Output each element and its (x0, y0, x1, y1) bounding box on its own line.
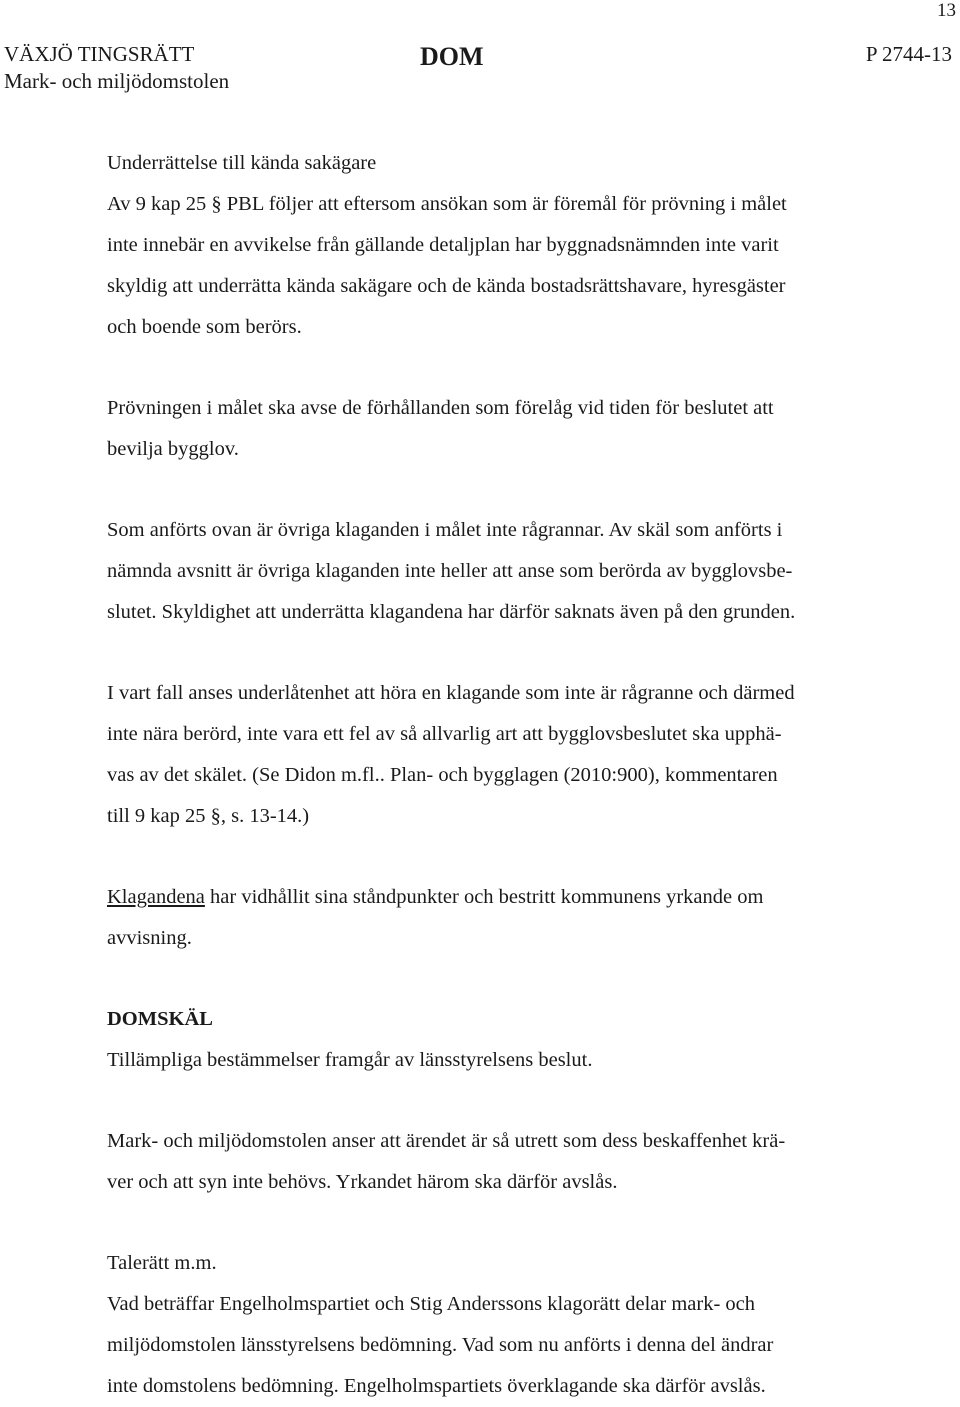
paragraph-appellants-position (107, 877, 897, 959)
text-line: ver och att syn inte behövs. Yrkandet härom ska därför avslås. (107, 1171, 618, 1193)
text-line: inte domstolens bedömning. Engelholmspartiets överklagande ska därför avslås. (107, 1375, 766, 1397)
text-line: Mark- och miljödomstolen anser att ärendet är så utrett som dess beskaffenhet krä- (107, 1130, 786, 1152)
text-line: inte nära berörd, inte vara ett fel av så allvarlig art att bygglovsbeslutet ska upphä- (107, 723, 782, 745)
text-line: I vart fall anses underlåtenhet att höra en klagande som inte är rågranne och därmed (107, 682, 795, 704)
underlined-term: Klagandena (107, 886, 205, 908)
paragraph-standing (107, 1243, 897, 1407)
text-line: Prövningen i målet ska avse de förhållanden som förelåg vid tiden för beslutet att (107, 397, 774, 419)
text-fragment: har vidhållit sina ståndpunkter och bestritt kommunens yrkande om (204, 886, 764, 908)
text-line: miljödomstolen länsstyrelsens bedömning. Vad som nu anförts i denna del ändrar (107, 1334, 774, 1356)
text-line: slutet. Skyldighet att underrätta klagandena har därför saknats även på den grunden. (107, 601, 796, 623)
court-department: Mark- och miljödomstolen (4, 69, 230, 93)
document-body (107, 143, 897, 1407)
text-line: till 9 kap 25 §, s. 13-14.) (107, 805, 310, 827)
paragraph-heading: Underrättelse till kända sakägare (107, 152, 377, 174)
paragraph-omission (107, 673, 897, 837)
page-number: 13 (937, 0, 956, 21)
text-line: och boende som berörs. (107, 316, 302, 338)
paragraph-other-appellants (107, 510, 897, 633)
text-line: avvisning. (107, 927, 192, 949)
document-type: DOM (420, 42, 484, 71)
text-line (107, 877, 897, 918)
text-line: Av 9 kap 25 § PBL följer att eftersom ansökan som är föremål för prövning i målet (107, 193, 787, 215)
court-name: VÄXJÖ TINGSRÄTT (4, 42, 195, 66)
case-number: P 2744-13 (865, 42, 952, 66)
text-line: inte innebär en avvikelse från gällande detaljplan har byggnadsnämnden inte varit (107, 234, 779, 256)
paragraph-review-scope (107, 388, 897, 470)
text-line: Vad beträffar Engelholmspartiet och Stig Anderssons klagorätt delar mark- och (107, 1293, 756, 1315)
paragraph-notification (107, 143, 897, 348)
text-line: Tillämpliga bestämmelser framgår av länsstyrelsens beslut. (107, 1049, 593, 1071)
text-line: nämnda avsnitt är övriga klaganden inte heller att anse som berörda av bygglovsbe- (107, 560, 793, 582)
paragraph-inspection (107, 1121, 897, 1203)
paragraph-heading: Talerätt m.m. (107, 1252, 217, 1274)
text-line: skyldig att underrätta kända sakägare och de kända bostadsrättshavare, hyresgäster (107, 275, 786, 297)
text-line: bevilja bygglov. (107, 438, 239, 460)
text-line: Som anförts ovan är övriga klaganden i målet inte rågrannar. Av skäl som anförts i (107, 519, 783, 541)
section-heading: DOMSKÄL (107, 1008, 213, 1030)
text-line: vas av det skälet. (Se Didon m.fl.. Plan- och bygglagen (2010:900), kommentaren (107, 764, 778, 786)
section-reasons (107, 999, 897, 1081)
